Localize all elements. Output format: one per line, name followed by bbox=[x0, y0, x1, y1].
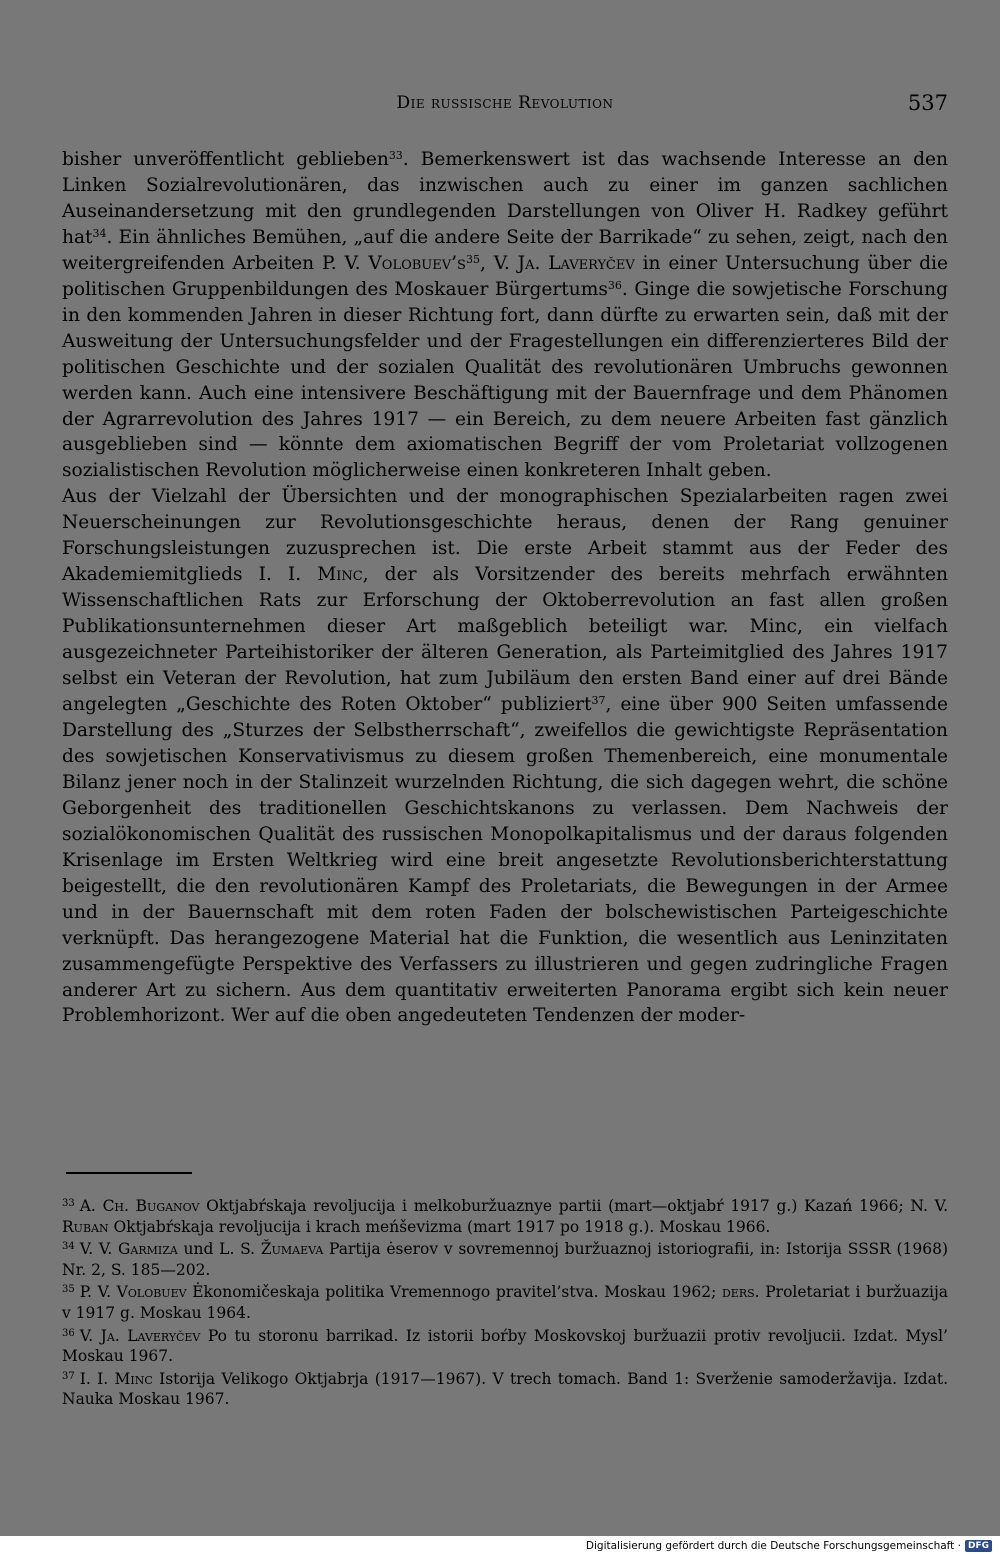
author-name: Minc bbox=[317, 564, 363, 586]
footnote-33 bbox=[62, 1196, 948, 1237]
footnote-text: Istorija Velikogo Oktjabrja (1917—1967). V trech tomach. Band 1: Sverženie samoderžavija. Izdat. Nauka Moskau 1967. bbox=[62, 1369, 948, 1409]
text-run: , eine über 900 Seiten umfassende Darstellung des „Sturzes der Selbstherrschaft“, zweifellos die gewichtigste Repräsentation des sowjetischen Konservativismus zu diesem großen Themenbereich, eine monumentale Bilanz jener noch in der Stalinzeit wurzelnden Richtung, die sich dagegen wehrt, die schöne Geborgenheit des traditionellen Geschichtskanons zu verlassen. Dem Nachweis der sozialökonomischen Qualität des russischen Monopolkapitalismus und der daraus folgenden Krisenlage im Ersten Weltkrieg wird eine breit angesetzte Revolutionsberichterstattung beigestellt, die den revolutionären Kampf des Proletariats, die Bewegungen in der Armee und in der Bauernschaft mit dem roten Faden der bolschewistischen Parteigeschichte verknüpft. Das herangezogene Material hat die Funktion, die wesentlich aus Leninzitaten zusammengefügte Perspektive des Verfassers zu illustrieren und gegen zudringliche Fragen anderer Art zu sichern. Aus dem quantitativ erweiterten Panorama ergibt sich kein neuer Problemhorizont. Wer auf die oben angedeuteten Tendenzen der moder- bbox=[62, 694, 948, 1027]
footnote-text: Oktjabŕskaja revoljucija i melkoburžuaznye partii (mart—oktjabŕ 1917 g.) Kazań 1966; N. V. bbox=[199, 1197, 949, 1215]
footnote-text: Oktjabŕskaja revoljucija i krach meńševizma (mart 1917 po 1918 g.). Moskau 1966. bbox=[108, 1217, 771, 1236]
text-run: Aus der Vielzahl der Übersichten und der monographischen Spezialarbeiten ragen zwei Neuerscheinungen zur Revolutionsgeschichte heraus, denen der Rang genuiner Forschungsleistungen zuzusprechen ist. Die erste Arbeit stammt aus der Feder des Akademiemitglieds I. I. bbox=[62, 486, 948, 586]
footnote-number: 33 bbox=[62, 1198, 75, 1209]
footnotes bbox=[62, 1196, 948, 1412]
footnote-author: Žumaeva bbox=[260, 1240, 324, 1259]
credit-text: Digitalisierung gefördert durch die Deutsche Forschungsgemeinschaft · bbox=[585, 1540, 961, 1552]
text-run: bisher unveröffentlicht geblieben bbox=[62, 149, 389, 170]
paragraph-1 bbox=[62, 147, 948, 484]
footnote-ref-33: 33 bbox=[388, 149, 403, 162]
body-text bbox=[62, 147, 948, 1029]
dfg-logo-icon: DFG bbox=[965, 1540, 992, 1552]
footnote-author: ders. bbox=[721, 1283, 760, 1302]
footnote-ref-35: 35 bbox=[465, 252, 480, 266]
footnote-author: Ruban bbox=[62, 1217, 109, 1236]
footnote-number: 37 bbox=[62, 1370, 75, 1382]
paragraph-2 bbox=[62, 484, 948, 1029]
running-title: Die russische Revolution bbox=[396, 93, 614, 113]
text-run: . Ginge die sowjetische Forschung in den kommenden Jahren in dieser Richtung fort, dann dürfte zu erwarten sein, daß mit der Ausweitung der Untersuchungsfelder und der Fragestellungen ein differenzierteres Bild der politischen Geschichte und der sozialen Qualität des revolutionären Umbruchs gewonnen werden kann. Auch eine intensivere Beschäftigung mit der Bauernfrage und dem Phänomen der Agrarrevolution des Jahres 1917 — ein Bereich, zu dem neuere Arbeiten fast gänzlich ausgeblieben sind — könnte dem axiomatischen Begriff der vom Proletariat vollzogenen sozialistischen Revolution möglicherweise einen konkreteren Inhalt geben. bbox=[62, 278, 948, 482]
footnote-34 bbox=[62, 1239, 948, 1280]
footnote-author: V. Ja. Laveryčev bbox=[79, 1326, 201, 1345]
footnote-36 bbox=[62, 1326, 948, 1367]
footnote-number: 34 bbox=[62, 1241, 75, 1253]
footnote-ref-37: 37 bbox=[591, 694, 606, 708]
text-run: , V. bbox=[479, 252, 518, 274]
text-run: , der als Vorsitzender des bereits mehrfach erwähnten Wissenschaftlichen Rats zur Erforschung der Oktoberrevolution an fast allen großen Publikationsunternehmen dieser Art maßgeblich beteiligt war. Minc, ein vielfach ausgezeichneter Parteihistoriker der älteren Generation, als Parteimitglied des Jahres 1917 selbst ein Veteran der Revolution, hat zum Jubiläum den ersten Band einer auf drei Bände angelegten „Geschichte des Roten Oktober“ publiziert bbox=[62, 564, 949, 716]
footnote-text: Partija ėserov v sovremennoj buržuaznoj istoriografii, in: Istorija SSSR (1968) Nr. 2, S. 185—202. bbox=[62, 1240, 949, 1279]
footnote-ref-34: 34 bbox=[92, 226, 107, 240]
footnote-text: Proletariat i buržuazija v 1917 g. Moskau 1964. bbox=[62, 1283, 948, 1322]
footnote-divider bbox=[66, 1172, 192, 1174]
funding-credit bbox=[586, 1538, 992, 1554]
text-run: in einer Untersuchung über die politischen Gruppenbildungen des Moskauer Bürgertums bbox=[62, 252, 949, 300]
footnote-text: Ėkonomičeskaja politika Vremennogo pravitel’stva. Moskau 1962; bbox=[186, 1283, 722, 1302]
author-name: Ja. Laveryčev bbox=[517, 252, 635, 274]
footnote-35 bbox=[62, 1282, 948, 1323]
footnote-37 bbox=[62, 1369, 948, 1410]
footnote-author: I. I. Minc bbox=[79, 1369, 153, 1388]
footnote-text: und L. S. bbox=[177, 1240, 261, 1259]
running-head bbox=[62, 88, 948, 118]
author-name: Volobuev’s bbox=[368, 252, 466, 274]
footnote-text: Po tu storonu barrikad. Iz istorii boŕby Moskovskoj buržuazii protiv revoljucii. Izdat. Mysl’ Moskau 1967. bbox=[62, 1326, 948, 1366]
footnote-author: P. V. Volobuev bbox=[79, 1283, 187, 1302]
footnote-ref-36: 36 bbox=[607, 278, 622, 292]
page-number: 537 bbox=[907, 91, 948, 115]
footnote-author: V. V. Garmiza bbox=[79, 1240, 178, 1259]
footnote-author: A. Ch. Buganov bbox=[79, 1197, 200, 1215]
text-run: . Ein ähnliches Bemühen, „auf die andere Seite der Barrikade“ zu sehen, zeigt, nach den weitergreifenden Arbeiten P. V. bbox=[62, 226, 948, 274]
text-run: . Bemerkenswert ist das wachsende Interesse an den Linken Sozialrevolutionären, das inzwischen auch zu einer im ganzen sachlichen Auseinandersetzung mit den grundlegenden Darstellungen von Oliver H. Radkey geführt hat bbox=[62, 149, 948, 248]
footnote-number: 35 bbox=[62, 1284, 75, 1296]
footnote-number: 36 bbox=[62, 1327, 75, 1339]
